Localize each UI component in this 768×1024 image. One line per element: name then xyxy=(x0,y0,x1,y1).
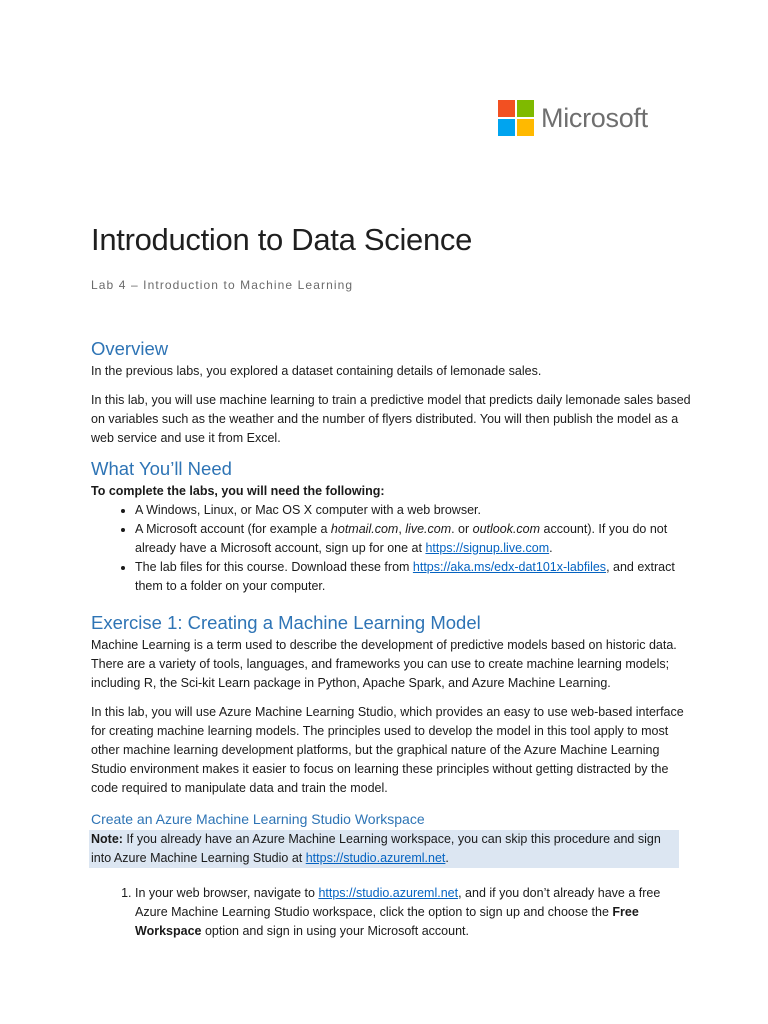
requirement-account: • A Microsoft account (for example a hotmail.com, live.com. or outlook.com account). If you do not already have a Microsoft account, sign up for one at https://signup.live.com. xyxy=(135,520,691,558)
logo-wordmark: Microsoft xyxy=(541,102,648,133)
logo-square-green xyxy=(517,100,534,117)
workspace-heading: Create an Azure Machine Learning Studio Workspace xyxy=(91,811,425,827)
exercise-paragraph-2: In this lab, you will use Azure Machine Learning Studio, which provides an easy to use web-based interface for creating machine learning models. The principles used to develop the model in this tool apply to most other machine learning development platforms, but the graphical nature of the Azure Machine Learning Studio environment makes it easier to focus on learning these principles without getting distracted by the code required to manipulate data and train the model. xyxy=(91,705,684,795)
requirement-lab-files: • The lab files for this course. Download these from https://aka.ms/edx-dat101x-labfiles, and extract them to a folder on your computer. xyxy=(135,558,691,596)
workspace-steps xyxy=(91,884,691,941)
document-body xyxy=(91,338,691,941)
exercise-paragraph-1: Machine Learning is a term used to describe the development of predictive models based on historic data. There are a variety of tools, languages, and frameworks you can use to create machine learning models; including R, the Sci-kit Learn package in Python, Apache Spark, and Azure Machine Learning. xyxy=(91,638,677,690)
overview-paragraph-1: In the previous labs, you explored a dataset containing details of lemonade sales. xyxy=(91,364,542,378)
workspace-note: Note: If you already have an Azure Machine Learning workspace, you can skip this procedure and sign into Azure Machine Learning Studio at https://studio.azureml.net. xyxy=(89,830,679,868)
overview-paragraph-2: In this lab, you will use machine learning to train a predictive model that predicts daily lemonade sales based on variables such as the weather and the number of flyers distributed. You will then publish the model as a web service and use it from Excel. xyxy=(91,393,691,445)
requirement-computer: • A Windows, Linux, or Mac OS X computer with a web browser. xyxy=(135,501,691,520)
requirements-heading: What You’ll Need xyxy=(91,458,232,479)
workspace-step-1: 1. In your web browser, navigate to https://studio.azureml.net, and if you don’t already have a free Azure Machine Learning Studio workspace, click the option to sign up and choose the Free Workspace option and sign in using your Microsoft account. xyxy=(135,884,691,941)
logo-square-red xyxy=(498,100,515,117)
document-subtitle: Lab 4 – Introduction to Machine Learning xyxy=(91,278,354,292)
logo-square-blue xyxy=(498,119,515,136)
signup-link[interactable]: https://signup.live.com xyxy=(425,541,550,555)
overview-heading: Overview xyxy=(91,338,169,359)
logo-square-yellow xyxy=(517,119,534,136)
requirements-intro: To complete the labs, you will need the following: xyxy=(91,484,385,498)
document-title: Introduction to Data Science xyxy=(91,222,473,257)
requirements-list xyxy=(91,501,691,596)
exercise-heading: Exercise 1: Creating a Machine Learning Model xyxy=(91,612,481,633)
microsoft-logo xyxy=(498,100,648,136)
lab-files-link[interactable]: https://aka.ms/edx-dat101x-labfiles xyxy=(412,560,607,574)
microsoft-logo-icon xyxy=(498,100,534,136)
studio-link-note[interactable]: https://studio.azureml.net xyxy=(305,851,446,865)
note-label: Note: xyxy=(91,832,123,846)
studio-link-step[interactable]: https://studio.azureml.net xyxy=(318,886,459,900)
